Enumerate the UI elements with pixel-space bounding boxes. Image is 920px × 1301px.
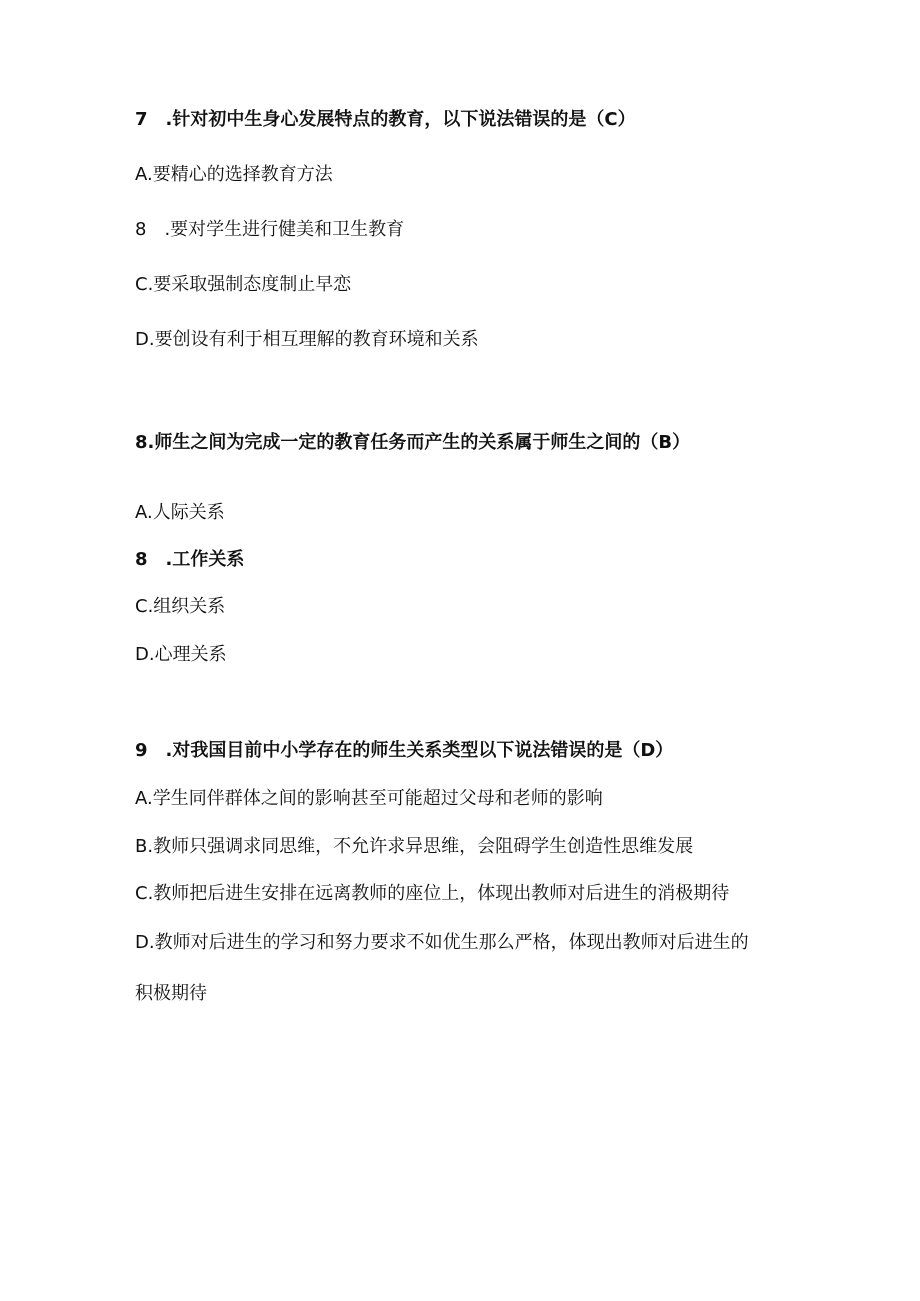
- question-9-option-d: D.教师对后进生的学习和努力要求不如优生那么严格，体现出教师对后进生的: [135, 932, 749, 953]
- question-7-option-a: A.要精心的选择教育方法: [135, 164, 333, 185]
- question-7-stem: 7 .针对初中生身心发展特点的教育，以下说法错误的是（C）: [135, 109, 636, 130]
- question-8-option-a: A.人际关系: [135, 502, 225, 523]
- question-8-stem: 8.师生之间为完成一定的教育任务而产生的关系属于师生之间的（B）: [135, 432, 691, 453]
- question-9-option-a: A.学生同伴群体之间的影响甚至可能超过父母和老师的影响: [135, 788, 603, 809]
- question-8-option-d: D.心理关系: [135, 644, 227, 665]
- question-9-option-c: C.教师把后进生安排在远离教师的座位上，体现出教师对后进生的消极期待: [135, 883, 730, 904]
- question-7-option-b: 8 .要对学生进行健美和卫生教育: [135, 219, 405, 240]
- question-8-option-c: C.组织关系: [135, 596, 226, 617]
- question-9-option-b: B.教师只强调求同思维，不允许求异思维，会阻碍学生创造性思维发展: [135, 836, 694, 857]
- question-9-stem: 9 .对我国目前中小学存在的师生关系类型以下说法错误的是（D）: [135, 740, 674, 761]
- question-8-option-b: 8 .工作关系: [135, 549, 245, 570]
- question-7-option-c: C.要采取强制态度制止早恋: [135, 274, 352, 295]
- question-7-option-d: D.要创设有利于相互理解的教育环境和关系: [135, 329, 479, 350]
- question-9-option-d-continued: 积极期待: [135, 983, 207, 1004]
